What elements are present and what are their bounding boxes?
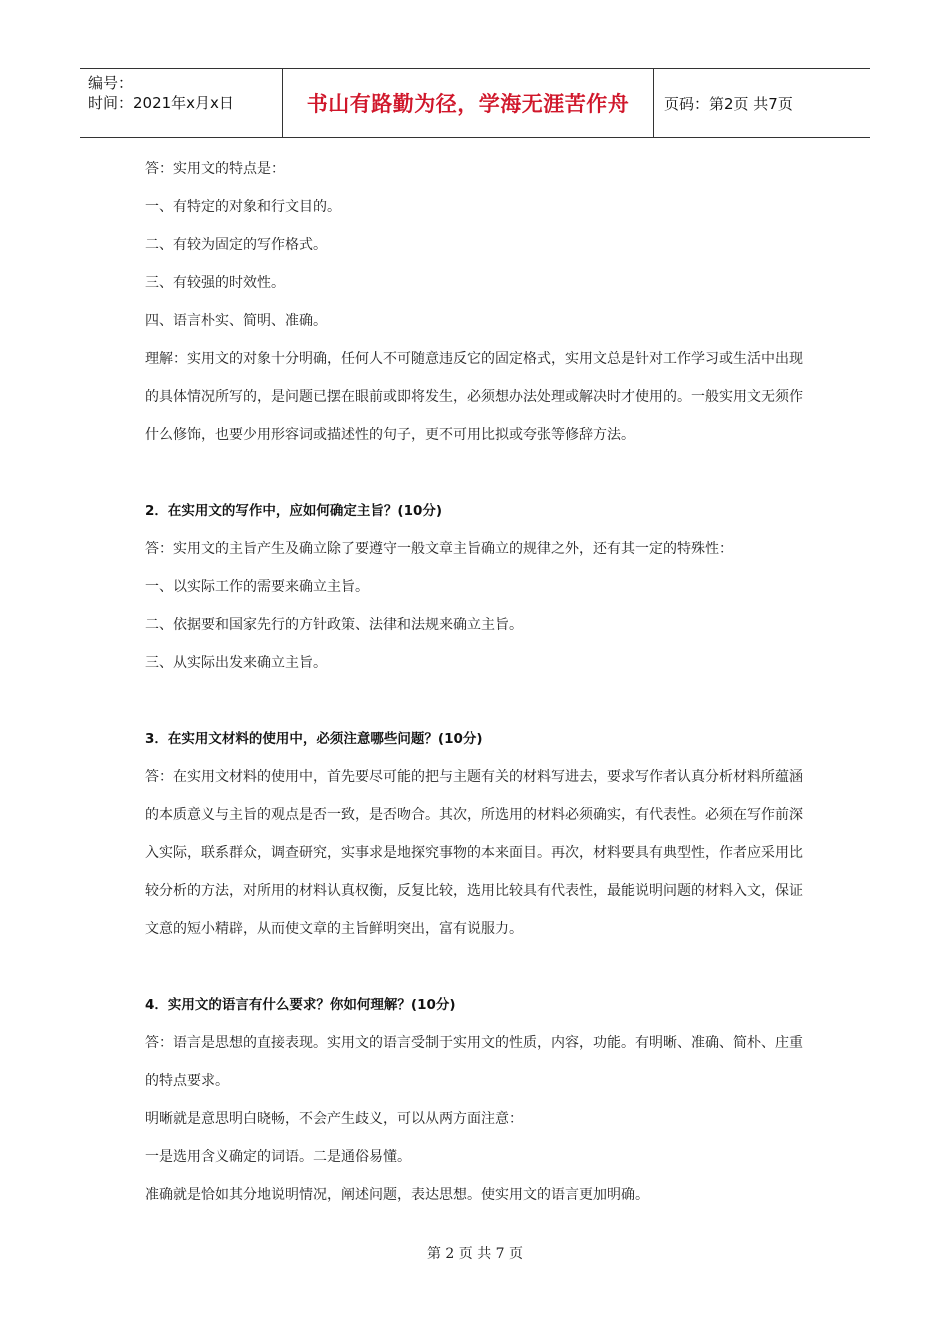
question-heading: 2．在实用文的写作中，应如何确定主旨？(10分) bbox=[145, 503, 443, 519]
question-heading: 4．实用文的语言有什么要求？你如何理解？(10分) bbox=[145, 997, 456, 1013]
paragraph: 四、语言朴实、简明、准确。 bbox=[145, 313, 327, 329]
header-page-indicator: 页码：第2页 共7页 bbox=[664, 94, 793, 113]
paragraph: 理解：实用文的对象十分明确，任何人不可随意违反它的固定格式，实用文总是针对工作学习或生活中出现的具体情况所写的，是问题已摆在眼前或即将发生，必须想办法处理或解决时才使用的。一般实用文无须作什么修饰，也要少用形容词或描述性的句子，更不可用比拟或夸张等修辞方法。 bbox=[145, 351, 803, 443]
header-meta bbox=[80, 69, 283, 137]
paragraph: 一是选用含义确定的词语。二是通俗易懂。 bbox=[145, 1149, 411, 1165]
document-date: 时间：2021年x月x日 bbox=[88, 94, 234, 112]
paragraph: 一、以实际工作的需要来确立主旨。 bbox=[145, 579, 369, 595]
page-footer: 第 2 页 共 7 页 bbox=[426, 1246, 524, 1262]
paragraph: 答：实用文的特点是： bbox=[145, 161, 285, 177]
question-heading: 3．在实用文材料的使用中，必须注意哪些问题？(10分) bbox=[145, 731, 483, 747]
header-motto: 书山有路勤为径，学海无涯苦作舟 bbox=[283, 69, 654, 137]
paragraph: 答：在实用文材料的使用中，首先要尽可能的把与主题有关的材料写进去，要求写作者认真分析材料所蕴涵的本质意义与主旨的观点是否一致，是否吻合。其次，所选用的材料必须确实，有代表性。必须在写作前深入实际，联系群众，调查研究，实事求是地探究事物的本来面目。再次，材料要具有典型性，作者应采用比较分析的方法，对所用的材料认真权衡，反复比较，选用比较具有代表性，最能说明问题的材料入文，保证文意的短小精辟，从而使文章的主旨鲜明突出，富有说服力。 bbox=[145, 769, 803, 937]
paragraph: 答：语言是思想的直接表现。实用文的语言受制于实用文的性质，内容，功能。有明晰、准确、简朴、庄重的特点要求。 bbox=[145, 1035, 803, 1089]
paragraph: 三、有较强的时效性。 bbox=[145, 275, 285, 291]
document-body bbox=[145, 150, 810, 1214]
paragraph: 一、有特定的对象和行文目的。 bbox=[145, 199, 341, 215]
document-number: 编号： bbox=[88, 74, 134, 92]
paragraph: 明晰就是意思明白晓畅，不会产生歧义，可以从两方面注意： bbox=[145, 1111, 523, 1127]
paragraph: 答：实用文的主旨产生及确立除了要遵守一般文章主旨确立的规律之外，还有其一定的特殊性： bbox=[145, 541, 733, 557]
paragraph: 二、有较为固定的写作格式。 bbox=[145, 237, 327, 253]
page-header bbox=[80, 68, 870, 138]
paragraph: 三、从实际出发来确立主旨。 bbox=[145, 655, 327, 671]
paragraph: 二、依据要和国家先行的方针政策、法律和法规来确立主旨。 bbox=[145, 617, 523, 633]
paragraph: 准确就是恰如其分地说明情况，阐述问题，表达思想。使实用文的语言更加明确。 bbox=[145, 1187, 649, 1203]
